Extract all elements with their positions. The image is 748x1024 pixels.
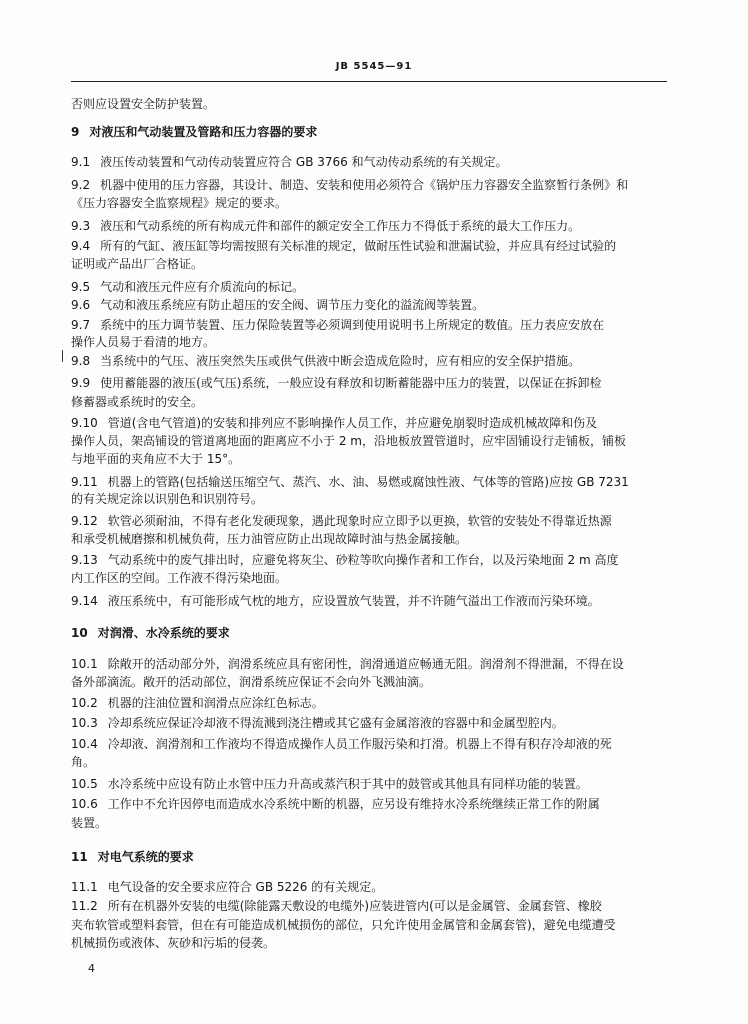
clause-text: 冷却系统应保证冷却液不得流溅到浇注槽或其它盛有金属溶液的容器中和金属型腔内。	[107, 716, 564, 730]
clause-10-4	[71, 737, 671, 751]
clause-9-1	[71, 155, 671, 169]
clause-text: 软管必须耐油，不得有老化发硬现象，遇此现象时应立即予以更换，软管的安装处不得靠近热源	[107, 514, 612, 528]
margin-mark	[62, 350, 63, 362]
clause-number: 9.4	[71, 239, 91, 253]
clause-number: 9.12	[71, 514, 98, 528]
clause-number: 9.2	[71, 178, 91, 192]
clause-number: 10.1	[71, 657, 98, 671]
clause-9-14	[71, 594, 671, 608]
clause-text: 管道(含电气管道)的安装和排列应不影响操作人员工作，并应避免崩裂时造成机械故障和伤及	[107, 416, 598, 430]
clause-continuation: 的有关规定涂以识别色和识别符号。	[71, 492, 264, 506]
clause-10-2	[71, 696, 671, 710]
clause-number: 9.1	[71, 155, 91, 169]
clause-9-10	[71, 416, 671, 430]
clause-number: 9.6	[71, 298, 91, 312]
clause-number: 9.14	[71, 594, 98, 608]
clause-text: 使用蓄能器的液压(或气压)系统，一般应设有释放和切断蓄能器中压力的装置，以保证在拆卸检	[100, 376, 602, 390]
clause-continuation: 夹布软管或塑料套管，但在有可能造成机械损伤的部位，只允许使用金属管和金属套管)，避免电缆遭受	[71, 918, 616, 932]
section-title: 对润滑、水冷系统的要求	[97, 626, 230, 640]
clause-number: 9.8	[71, 354, 91, 368]
clause-text: 气动和液压系统应有防止超压的安全阀、调节压力变化的溢流阀等装置。	[100, 298, 485, 312]
clause-continuation: 装置。	[71, 816, 108, 830]
clause-continuation: 《压力容器安全监察规程》规定的要求。	[71, 196, 288, 210]
clause-10-3	[71, 716, 671, 730]
clause-text: 机器的注油位置和润滑点应涂红色标志。	[107, 696, 324, 710]
clause-text: 除敞开的活动部分外，润滑系统应具有密闭性，润滑通道应畅通无阻。润滑剂不得泄漏，不得在设	[107, 657, 624, 671]
clause-continuation: 操作人员易于看清的地方。	[71, 335, 216, 349]
clause-text: 机器上的管路(包括输送压缩空气、蒸汽、水、油、易燃或腐蚀性液、气体等的管路)应按 GB 7231	[107, 475, 629, 489]
clause-text: 系统中的压力调节装置、压力保险装置等必须调到使用说明书上所规定的数值。压力表应安放在	[100, 318, 605, 332]
clause-10-6	[71, 797, 671, 811]
clause-9-5	[71, 280, 671, 294]
clause-continuation: 角。	[71, 755, 96, 769]
clause-number: 9.7	[71, 318, 91, 332]
clause-9-12	[71, 514, 671, 528]
section-number: 9	[71, 125, 80, 139]
intro-text: 否则应设置安全防护装置。	[71, 97, 216, 111]
clause-continuation: 备外部滴流。敞开的活动部位，润滑系统应保证不会向外飞溅油滴。	[71, 675, 432, 689]
clause-text: 所有在机器外安装的电缆(除能露天敷设的电缆外)应装进管内(可以是金属管、金属套管、橡胶	[107, 899, 602, 913]
clause-continuation: 操作人员，架高铺设的管道离地面的距离应不小于 2 m，沿地板放置管道时，应牢固铺设行走铺板，铺板	[71, 434, 626, 448]
clause-text: 当系统中的气压、液压突然失压或供气供液中断会造成危险时，应有相应的安全保护措施。	[100, 354, 581, 368]
page-number: 4	[88, 962, 95, 975]
clause-number: 9.13	[71, 553, 98, 567]
clause-continuation: 机械损伤或液体、灰砂和污垢的侵袭。	[71, 936, 276, 950]
clause-number: 10.4	[71, 737, 98, 751]
clause-number: 9.11	[71, 475, 98, 489]
section-11-heading	[71, 850, 671, 864]
clause-text: 液压和气动系统的所有构成元件和部件的额定安全工作压力不得低于系统的最大工作压力。	[100, 219, 581, 233]
clause-11-1	[71, 880, 671, 894]
clause-number: 10.5	[71, 777, 98, 791]
clause-number: 10.2	[71, 696, 98, 710]
section-title: 对电气系统的要求	[97, 850, 194, 864]
header-rule	[71, 81, 667, 82]
section-10-heading	[71, 626, 671, 640]
clause-9-13	[71, 553, 671, 567]
clause-number: 11.2	[71, 899, 98, 913]
clause-9-11	[71, 475, 671, 489]
clause-number: 9.5	[71, 280, 91, 294]
clause-11-2	[71, 899, 671, 913]
clause-continuation: 和承受机械磨擦和机械负荷，压力油管应防止出现故障时油与热金属接触。	[71, 532, 468, 546]
clause-number: 9.10	[71, 416, 98, 430]
clause-9-6	[71, 298, 671, 312]
section-title: 对液压和气动装置及管路和压力容器的要求	[89, 125, 318, 139]
clause-text: 液压系统中，有可能形成气枕的地方，应设置放气装置，并不许随气溢出工作液而污染环境。	[107, 594, 600, 608]
clause-10-5	[71, 777, 671, 791]
clause-text: 气动系统中的废气排出时，应避免将灰尘、砂粒等吹向操作者和工作台，以及污染地面 2 m 高度	[107, 553, 619, 567]
clause-text: 工作中不允许因停电而造成水冷系统中断的机器，应另设有维持水冷系统继续正常工作的附属	[107, 797, 600, 811]
clause-text: 水冷系统中应设有防止水管中压力升高或蒸汽积于其中的鼓管或其他具有同样功能的装置。	[107, 777, 588, 791]
section-number: 10	[71, 626, 88, 640]
clause-text: 所有的气缸、液压缸等均需按照有关标准的规定，做耐压性试验和泄漏试验，并应具有经过试验的	[100, 239, 617, 253]
clause-9-9	[71, 376, 671, 390]
clause-continuation: 修蓄器或系统时的安全。	[71, 395, 204, 409]
clause-continuation: 与地平面的夹角应不大于 15°。	[71, 452, 241, 466]
clause-9-8	[71, 354, 671, 368]
clause-continuation: 证明或产品出厂合格证。	[71, 257, 204, 271]
section-9-heading	[71, 125, 671, 139]
clause-9-2	[71, 178, 671, 192]
clause-number: 10.3	[71, 716, 98, 730]
clause-9-4	[71, 239, 671, 253]
clause-10-1	[71, 657, 671, 671]
clause-text: 电气设备的安全要求应符合 GB 5226 的有关规定。	[107, 880, 384, 894]
clause-text: 液压传动装置和气动传动装置应符合 GB 3766 和气动传动系统的有关规定。	[100, 155, 508, 169]
clause-9-7	[71, 318, 671, 332]
clause-text: 气动和液压元件应有介质流向的标记。	[100, 280, 305, 294]
clause-continuation: 内工作区的空间。工作液不得污染地面。	[71, 571, 288, 585]
clause-number: 10.6	[71, 797, 98, 811]
clause-number: 11.1	[71, 880, 98, 894]
clause-number: 9.3	[71, 219, 91, 233]
clause-9-3	[71, 219, 671, 233]
standard-number-header: JB 5545—91	[335, 61, 413, 72]
clause-text: 机器中使用的压力容器，其设计、制造、安装和使用必须符合《锅炉压力容器安全监察暂行条例》和	[100, 178, 629, 192]
clause-number: 9.9	[71, 376, 91, 390]
clause-text: 冷却液、润滑剂和工作液均不得造成操作人员工作服污染和打滑。机器上不得有积存冷却液的死	[107, 737, 612, 751]
section-number: 11	[71, 850, 88, 864]
